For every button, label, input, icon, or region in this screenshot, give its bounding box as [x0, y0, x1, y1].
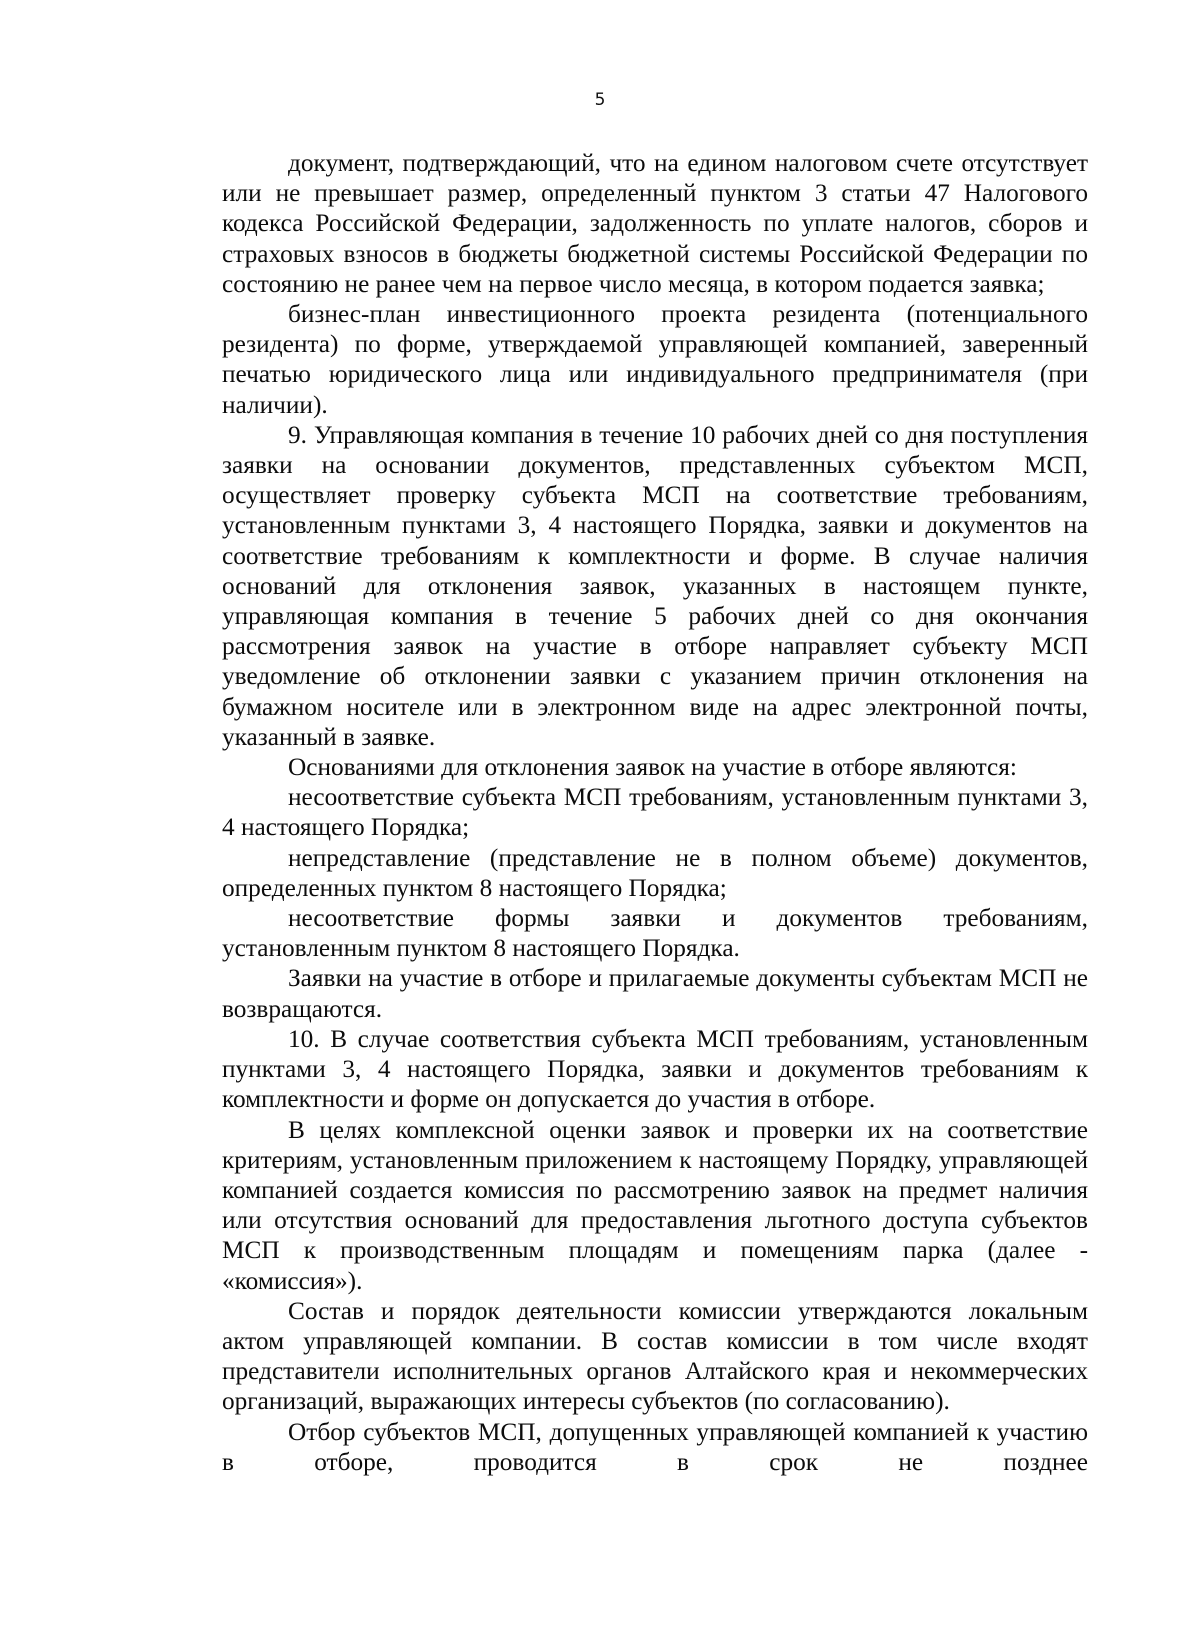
paragraph: В целях комплексной оценки заявок и проверки их на соответствие критериям, установленным приложением к настоящему Порядку, управляющей компанией создается комиссия по рассмотрению заявок на предмет наличия или отсутствия оснований для предоставления льготного доступа субъектов МСП к производственным площадям и помещениям парка (далее - «комиссия»). [222, 1115, 1088, 1295]
paragraph: непредставление (представление не в полном объеме) документов, определенных пунктом 8 настоящего Порядка; [222, 843, 1088, 902]
paragraph: бизнес-план инвестиционного проекта резидента (потенциального резидента) по форме, утверждаемой управляющей компанией, заверенный печатью юридического лица или индивидуального предпринимателя (при наличии). [222, 300, 1088, 419]
paragraph: несоответствие субъекта МСП требованиям, установленным пунктами 3, 4 настоящего Порядка; [222, 783, 1088, 842]
paragraph: Основаниями для отклонения заявок на участие в отборе являются: [288, 753, 1017, 782]
paragraph: несоответствие формы заявки и документов требованиям, установленным пунктом 8 настоящего Порядка. [222, 904, 1088, 963]
page-number: 5 [594, 90, 606, 110]
paragraph: документ, подтверждающий, что на едином налоговом счете отсутствует или не превышает размер, определенный пунктом 3 статьи 47 Налогового кодекса Российской Федерации, задолженность по уплате налогов, сборов и страховых взносов в бюджеты бюджетной системы Российской Федерации по состоянию не ранее чем на первое число месяца, в котором подается заявка; [222, 149, 1088, 298]
paragraph: Отбор субъектов МСП, допущенных управляющей компанией к участию в отборе, проводится в срок не позднее [222, 1417, 1088, 1476]
paragraph: 10. В случае соответствия субъекта МСП требованиям, установленным пунктами 3, 4 настоящего Порядка, заявки и документов требованиям к комплектности и форме он допускается до участия в отборе. [222, 1024, 1088, 1114]
paragraph: 9. Управляющая компания в течение 10 рабочих дней со дня поступления заявки на основании документов, представленных субъектом МСП, осуществляет проверку субъекта МСП на соответствие требованиям, установленным пунктами 3, 4 настоящего Порядка, заявки и документов на соответствие требованиям к комплектности и форме. В случае наличия оснований для отклонения заявок, указанных в настоящем пункте, управляющая компания в течение 5 рабочих дней со дня окончания рассмотрения заявок на участие в отборе направляет субъекту МСП уведомление об отклонении заявки с указанием причин отклонения на бумажном носителе или в электронном виде на адрес электронной почты, указанный в заявке. [222, 420, 1088, 751]
paragraph: Состав и порядок деятельности комиссии утверждаются локальным актом управляющей компании. В состав комиссии в том числе входят представители исполнительных органов Алтайского края и некоммерческих организаций, выражающих интересы субъектов (по согласованию). [222, 1296, 1088, 1416]
document-body [222, 148, 1088, 1477]
paragraph: Заявки на участие в отборе и прилагаемые документы субъектам МСП не возвращаются. [222, 964, 1088, 1023]
